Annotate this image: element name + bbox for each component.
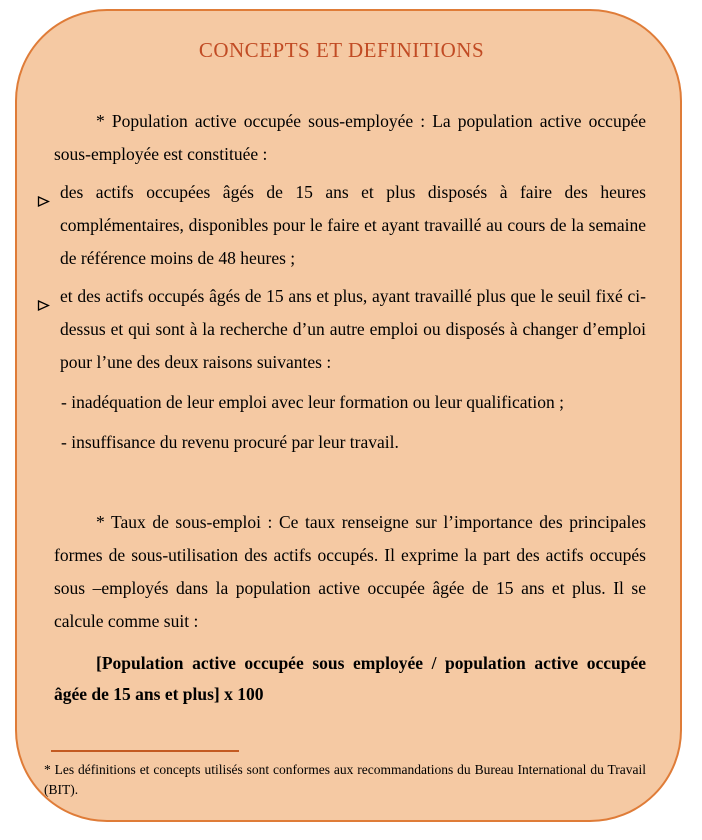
- footnote-text: * Les définitions et concepts utilisés sont conformes aux recommandations du Bureau International du Travail (BIT).: [44, 762, 646, 797]
- footnote-separator: [51, 750, 239, 752]
- bullet-item-2: [37, 280, 646, 379]
- rate-paragraph: * Taux de sous-emploi : Ce taux renseigne sur l’importance des principales formes de sous-utilisation des actifs occupés. Il exprime la part des actifs occupés sous –employés dans la population active occupée âgée de 15 ans et plus. Il se calcule comme suit :: [54, 512, 646, 631]
- sub-item-2: - insuffisance du revenu procuré par leur travail.: [61, 432, 399, 452]
- concepts-definitions-box: [15, 9, 682, 822]
- bullet-text: et des actifs occupés âgés de 15 ans et plus, ayant travaillé plus que le seuil fixé ci-dessus et qui sont à la recherche d’un autre emploi ou disposés à changer d’emploi pour l’une des deux raisons suivantes :: [60, 286, 646, 372]
- sub-item-1: - inadéquation de leur emploi avec leur formation ou leur qualification ;: [61, 392, 564, 412]
- arrowhead-bullet-icon: [37, 290, 50, 303]
- intro-paragraph: * Population active occupée sous-employée : La population active occupée sous-employée est constituée :: [54, 111, 646, 164]
- bullet-text: des actifs occupées âgés de 15 ans et plus disposés à faire des heures complémentaires, disponibles pour le faire et ayant travaillé au cours de la semaine de référence moins de 48 heures ;: [60, 182, 646, 268]
- arrowhead-bullet-icon: [37, 186, 50, 199]
- formula-text: [Population active occupée sous employée / population active occupée âgée de 15 ans et plus] x 100: [54, 653, 646, 704]
- box-title: CONCEPTS ET DEFINITIONS: [198, 38, 485, 62]
- bullet-item-1: [37, 176, 646, 275]
